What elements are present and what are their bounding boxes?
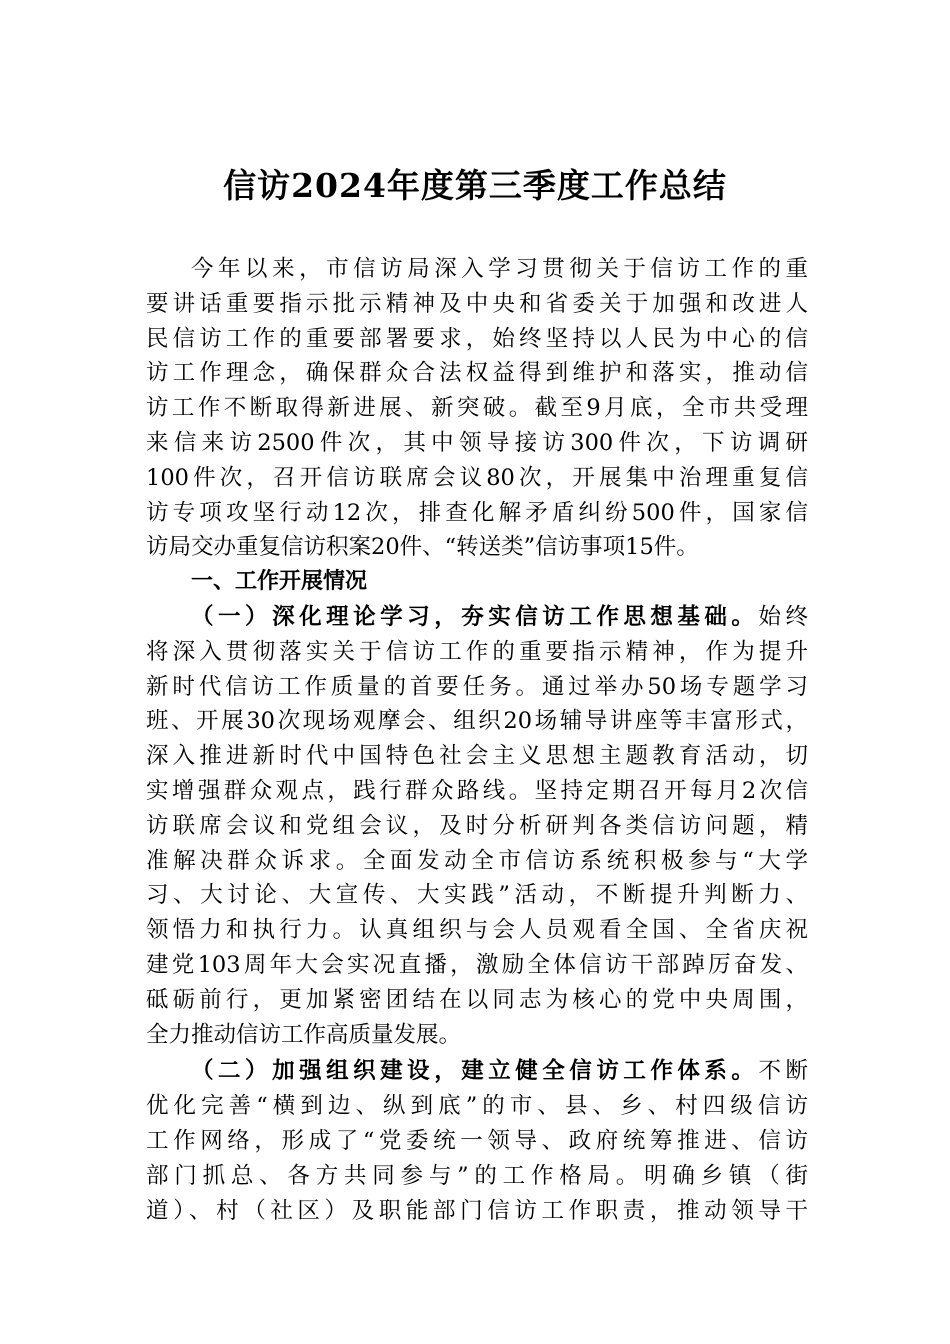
paragraph-line: 实增强群众观点，践行群众路线。坚持定期召开每月2次信 (146, 777, 808, 804)
subsection-2 (146, 1054, 808, 1228)
paragraph-line: 部门抓总、各方共同参与”的工作格局。明确乡镇（街 (146, 1162, 808, 1189)
paragraph-line: 工作网络，形成了“党委统一领导、政府统筹推进、信访 (146, 1127, 808, 1154)
paragraph-line: 访专项攻坚行动12次，排查化解矛盾纠纷500件，国家信 (146, 499, 808, 526)
paragraph-line: 今年以来，市信访局深入学习贯彻关于信访工作的重 (191, 256, 808, 282)
paragraph-line: 习、大讨论、大宣传、大实践”活动，不断提升判断力、 (146, 882, 808, 909)
lead-continuation: 始终 (758, 603, 808, 630)
subsection-1 (146, 600, 808, 1052)
paragraph-line: 100件次，召开信访联席会议80次，开展集中治理重复信 (146, 464, 808, 491)
paragraph-line: 来信来访2500件次，其中领导接访300件次，下访调研 (146, 429, 808, 456)
paragraph-line: 深入推进新时代中国特色社会主义思想主题教育活动，切 (146, 743, 808, 770)
paragraph-line: 班、开展30次现场观摩会、组织20场辅导讲座等丰富形式， (146, 708, 808, 735)
paragraph-line: 建党103周年大会实况直播，激励全体信访干部踔厉奋发、 (146, 951, 808, 978)
paragraph-line: 访联席会议和党组会议，及时分析研判各类信访问题，精 (146, 812, 808, 839)
paragraph-line: 领悟力和执行力。认真组织与会人员观看全国、全省庆祝 (146, 917, 808, 944)
paragraph-line (146, 1054, 808, 1089)
paragraph-line: 民信访工作的重要部署要求，始终坚持以人民为中心的信 (146, 325, 808, 352)
section-heading: 一、工作开展情况 (191, 569, 368, 595)
document-body (146, 252, 808, 1228)
paragraph-line: 新时代信访工作质量的首要任务。通过举办50场专题学习 (146, 673, 808, 700)
intro-paragraph (146, 252, 808, 565)
paragraph-line: 准解决群众诉求。全面发动全市信访系统积极参与“大学 (146, 847, 808, 874)
paragraph-line: 全力推动信访工作高质量发展。 (146, 1021, 462, 1048)
paragraph-line: 访工作不断取得新进展、新突破。截至9月底，全市共受理 (146, 395, 808, 422)
paragraph-line (146, 600, 808, 635)
paragraph-line: 访工作理念，确保群众合法权益得到维护和落实，推动信 (146, 360, 808, 387)
paragraph-line: 砥砺前行，更加紧密团结在以同志为核心的党中央周围， (146, 986, 808, 1013)
paragraph-line: 要讲话重要指示批示精神及中央和省委关于加强和改进人 (146, 290, 808, 317)
paragraph-line: 道）、村（社区）及职能部门信访工作职责，推动领导干 (146, 1197, 808, 1224)
paragraph-line: 将深入贯彻落实关于信访工作的重要指示精神，作为提升 (146, 638, 808, 665)
subsection-lead: （一）深化理论学习，夯实信访工作思想基础。 (191, 603, 759, 630)
subsection-lead: （二）加强组织建设，建立健全信访工作体系。 (191, 1058, 759, 1085)
paragraph-line: 优化完善“横到边、纵到底”的市、县、乡、村四级信访 (146, 1093, 808, 1120)
lead-continuation: 不断 (758, 1058, 808, 1085)
document-title: 信访2024年度第三季度工作总结 (223, 166, 727, 205)
paragraph-line: 访局交办重复信访积案20件、“转送类”信访事项15件。 (146, 534, 699, 561)
